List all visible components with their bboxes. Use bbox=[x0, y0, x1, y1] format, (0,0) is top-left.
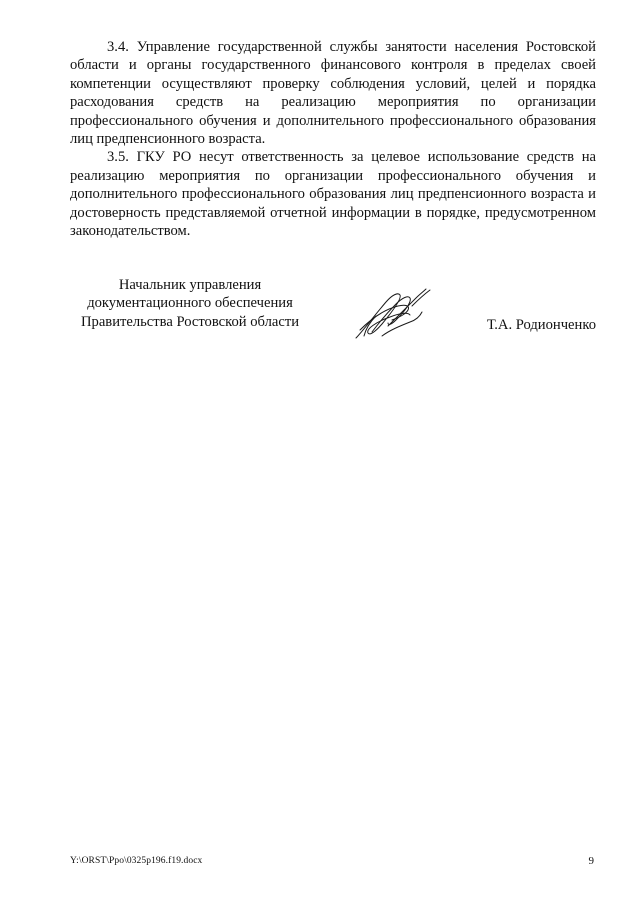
document-body bbox=[70, 38, 596, 240]
signer-position bbox=[70, 276, 310, 331]
signature-block bbox=[0, 276, 640, 356]
footer-file-path: Y:\ORST\Ppo\0325p196.f19.docx bbox=[70, 856, 203, 866]
page-number: 9 bbox=[588, 855, 594, 867]
signer-name: Т.А. Родионченко bbox=[486, 317, 596, 333]
paragraph-3-4: 3.4. Управление государственной службы занятости населения Ростовской области и органы государственного финансового контроля в пределах своей компетенции осуществляют проверку соблюдения условий, целей и порядка расходования средств на реализацию мероприятия по организации профессионального обучения и дополнительного профессионального образования лиц предпенсионного возраста. bbox=[70, 39, 596, 148]
position-line-1: Начальник управления bbox=[118, 277, 262, 293]
handwritten-signature bbox=[352, 286, 436, 344]
paragraph-3-5: 3.5. ГКУ РО несут ответственность за целевое использование средств на реализацию мероприятия по организации профессионального обучения и дополнительного профессионального образования лиц предпенсионного возраста и достоверность представляемой отчетной информации в порядке, предусмотренном законодательством. bbox=[70, 149, 596, 240]
position-line-2: документационного обеспечения bbox=[87, 295, 293, 312]
position-line-3: Правительства Ростовской области bbox=[80, 313, 300, 330]
